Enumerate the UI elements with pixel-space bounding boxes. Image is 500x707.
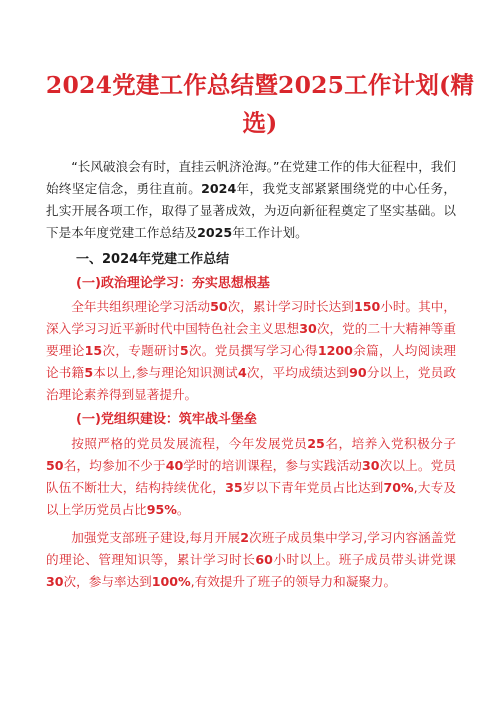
p2-text-c: 名，均参加不少于: [63, 458, 166, 473]
p3-num-2: 60: [255, 552, 273, 567]
p1-text-i: 次，平均成绩达到: [246, 365, 350, 380]
p3-text-d: 次，参与率达到: [63, 574, 152, 589]
p1-text-g: 余篇，人均阅读理论书籍: [46, 343, 456, 380]
p3-text-a: 加强党支部班子建设,每月开展: [71, 530, 241, 545]
p3-text-c: 小时以上。班子成员带头讲党课: [272, 552, 457, 567]
p1-text-f: 次。党员撰写学习心得: [188, 343, 318, 358]
document-title: 2024党建工作总结暨2025工作计划(精选): [45, 71, 475, 137]
p3-num-1: 2: [240, 530, 249, 545]
p1-num-6: 1200: [317, 343, 353, 358]
organization-paragraph: [46, 433, 456, 521]
p2-num-5: 35: [225, 480, 243, 495]
p2-text-h: 。: [176, 502, 190, 517]
p1-num-1: 50: [210, 299, 228, 314]
p2-num-2: 50: [46, 458, 64, 473]
p1-num-9: 90: [349, 365, 367, 380]
p3-text-b: 次班子成员集中学习,学习内容涵盖党的理论、管理知识等，累计学习时长: [46, 530, 456, 567]
p1-num-4: 15: [84, 343, 103, 358]
p1-text-j: 分以上，党员政治理论素养得到显著提升。: [46, 365, 457, 402]
p2-text-d: 学时的培训课程，参与实践活动: [183, 458, 362, 473]
p2-num-7: 95%: [146, 502, 177, 517]
p3-text-e: ,有效提升了班子的领导力和凝聚力。: [190, 574, 397, 589]
p2-text-a: 按照严格的党员发展流程，今年发展党员: [71, 436, 308, 451]
p1-text-e: 次，专题研讨: [102, 343, 180, 358]
leadership-paragraph: [46, 527, 456, 593]
subsection-heading-theory: (一)政治理论学习：夯实思想根基: [76, 276, 270, 291]
p2-num-1: 25: [307, 436, 325, 451]
p2-num-3: 40: [165, 458, 184, 473]
p1-num-2: 150: [353, 299, 381, 314]
subsection-heading-organization: (一)党组织建设：筑牢战斗堡垒: [76, 412, 257, 427]
intro-text-2: 年，我党支部紧紧围绕党的中心任务，扎实开展各项工作，取得了显著成效，为迈向新征程奠定了坚实基础。以下是本年度党建工作总结及: [46, 181, 457, 240]
theory-paragraph: [46, 296, 456, 406]
intro-text-1: “长风破浪会有时，直挂云帆济沧海。”在党建工作的伟大征程中，我们始终坚定信念，勇往直前。: [46, 159, 456, 196]
p1-text-d: 次，党的二十大精神等重要理论: [46, 321, 457, 358]
p2-text-g: ,大专及以上学历党员占比: [46, 480, 457, 517]
p1-num-3: 30: [299, 321, 317, 336]
p2-num-6: 70%: [383, 480, 414, 495]
intro-paragraph: [46, 156, 456, 244]
intro-text-3: 年工作计划。: [232, 225, 308, 240]
p3-num-4: 100%: [151, 574, 191, 589]
intro-year-2: 2025: [197, 225, 233, 240]
p1-text-b: 次，累计学习时长达到: [227, 299, 354, 314]
p1-text-h: 本以上,参与理论知识测试: [93, 365, 238, 380]
p1-text-c: 小时。其中，深入学习习近平新时代中国特色社会主义思想: [46, 299, 457, 336]
intro-year: 2024: [201, 181, 237, 196]
p2-text-b: 名，培养入党积极分子: [324, 436, 456, 451]
p2-text-f: 岁以下青年党员占比达到: [242, 480, 384, 495]
p3-num-3: 30: [46, 574, 64, 589]
p1-num-8: 4: [237, 365, 247, 380]
p1-num-7: 5: [84, 365, 94, 380]
section-heading-1: 一、2024年党建工作总结: [76, 252, 230, 267]
p2-text-e: 次以上。党员队伍不断壮大，结构持续优化，: [46, 458, 457, 495]
p1-text-a: 全年共组织理论学习活动: [71, 299, 211, 314]
p1-num-5: 5: [179, 343, 189, 358]
p2-num-4: 30: [361, 458, 380, 473]
